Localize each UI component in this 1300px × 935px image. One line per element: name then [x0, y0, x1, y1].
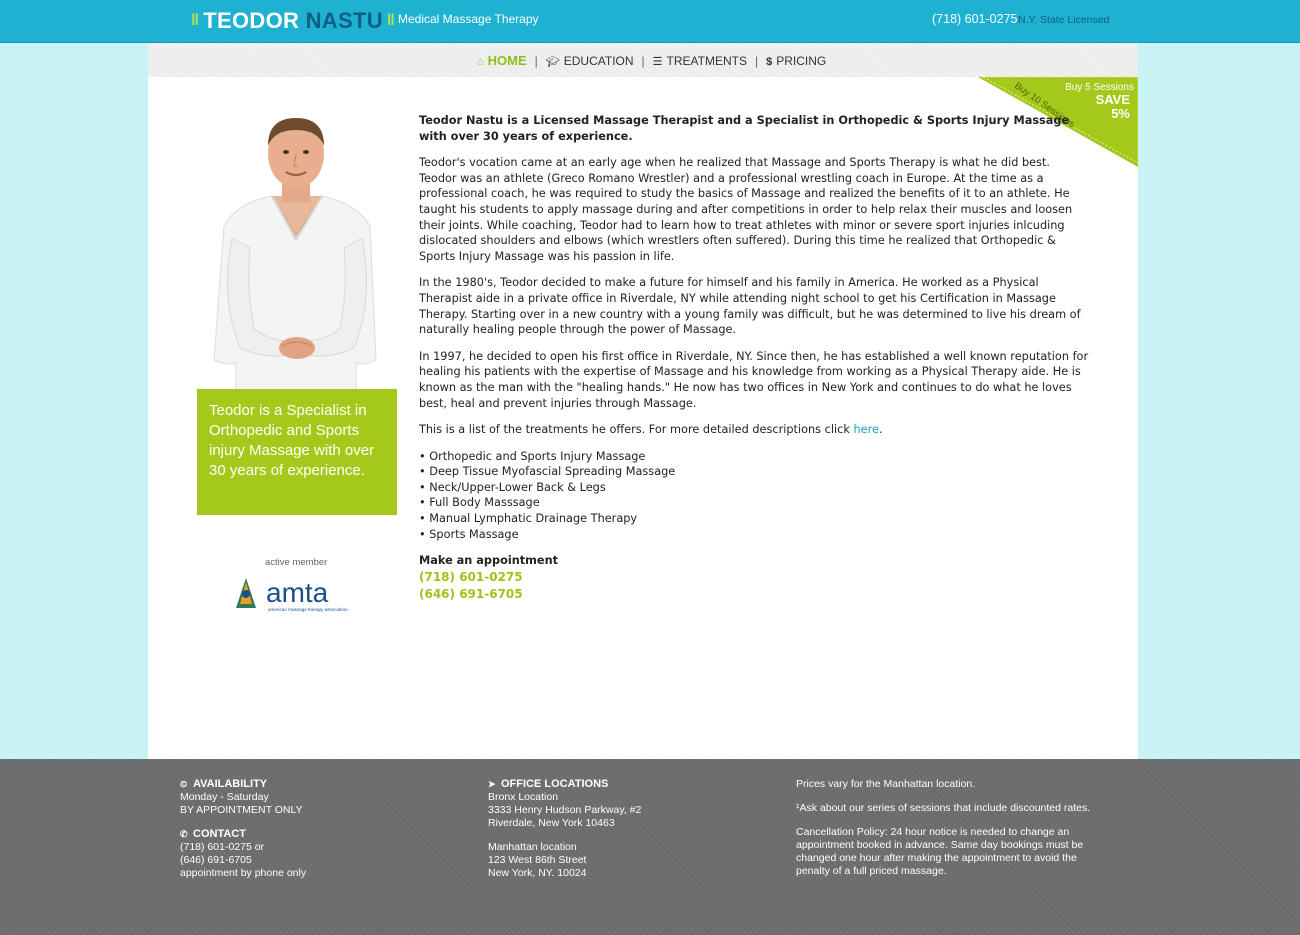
contact-phone-1[interactable]: (718) 601-0275 or [180, 841, 265, 853]
treatment-item: • Neck/Upper-Lower Back & Legs [419, 480, 606, 494]
bio-paragraph: Teodor's vocation came at an early age when he realized that Massage and Sports Therapy is what he did best. Teodor was an athlete (Greco Romano Wrestler) and a professional wrestling coach in Europe. At the time as a professional coach, he was required to study the basics of Massage and realized the benefits of it to an athlete. He taught his students to apply massage during and after competitions in order to help relax their muscles and loosen their joints. While coaching, Teodor had to learn how to treat athletes with minor or severe sport injuries inlcuding dislocated shoulders and elbows (which wrestlers often suffered). During this time he realized that Orthopedic & Sports Injury Massage was his passion in life. [419, 156, 1073, 263]
ribbon-line2: SAVE [1095, 92, 1130, 107]
site-footer [0, 759, 1300, 935]
footer-availability-contact [180, 778, 440, 880]
ribbon-line5: SAVE 10% [1058, 129, 1103, 166]
treatment-item: • Deep Tissue Myofascial Spreading Massage [419, 465, 676, 479]
ribbon-line4: Buy 10 Sessions [1012, 80, 1077, 131]
bio-paragraph: In 1997, he decided to open his first office in Riverdale, NY. Since then, he has established a well known reputation for healing his patients with the expertise of Massage and his knowledge from working as a Physical Therapy aide. He is known as the man with the "healing hands." He now has two offices in New York and continues to do what he loves best, heal and prevent injuries through Massage. [419, 349, 1089, 410]
nav-pricing-label: PRICING [776, 54, 827, 68]
footer-offices [488, 778, 748, 880]
ribbon-line1: Buy 5 Sessions [1065, 82, 1134, 93]
nav-separator: | [754, 54, 759, 68]
clock-icon: ⏲ [180, 779, 188, 789]
amta-wordmark: amta [266, 577, 329, 608]
amta-subtitle: american massage therapy association [268, 607, 348, 612]
home-icon: ⌂ [477, 56, 484, 68]
manhattan-address-2: New York, NY. 10024 [488, 867, 587, 879]
therapist-photo [206, 108, 386, 390]
treatment-item: • Full Body Masssage [419, 496, 540, 510]
appointment-phone-2[interactable]: (646) 691-6705 [419, 586, 523, 601]
main-nav [477, 53, 826, 68]
site-tagline: Medical Massage Therapy [398, 12, 539, 26]
ribbon-line3: 5% [1111, 106, 1130, 121]
treatments-intro [419, 422, 1089, 438]
graduation-cap-icon: 🎓︎ [545, 56, 560, 68]
nav-pricing[interactable] [766, 54, 826, 68]
bronx-address-1: 3333 Henry Hudson Parkway, #2 [488, 804, 642, 816]
nav-home[interactable] [477, 53, 527, 68]
specialist-promo: Teodor is a Specialist in Orthopedic and Sports injury Massage with over 30 years of experience. [197, 389, 397, 515]
contact-phone-2[interactable]: (646) 691-6705 [180, 854, 252, 866]
footer-notes [796, 778, 1096, 878]
appointment-phone-1[interactable]: (718) 601-0275 [419, 569, 523, 584]
logo-first: TEODOR [203, 8, 300, 33]
logo-bars-left-icon: ǁ [191, 12, 200, 29]
nav-education[interactable] [546, 54, 634, 68]
bronx-name: Bronx Location [488, 791, 559, 803]
series-note: ¹Ask about our series of sessions that include discounted rates. [796, 802, 1091, 814]
treatments-list [419, 449, 1089, 543]
bio-paragraph: In the 1980's, Teodor decided to make a future for himself and his family in America. He worked as a Physical Therapist aide in a private office in Riverdale, NY while attending night school to get his Certification in Massage Therapy. Starting over in a new country with a young family was difficult, but he was determined to live his dream of naturally healing people through the power of Massage. [419, 276, 1081, 337]
phone-icon: ✆ [180, 829, 188, 839]
nav-education-label: EDUCATION [563, 54, 634, 68]
treatments-intro-text: This is a list of the treatments he offers. For more detailed descriptions click [419, 423, 854, 437]
nav-bar [148, 43, 1138, 77]
availability-note: BY APPOINTMENT ONLY [180, 804, 303, 816]
contact-note: appointment by phone only [180, 867, 307, 879]
bio-article [419, 113, 1089, 603]
offices-title: OFFICE LOCATIONS [501, 778, 609, 790]
manhattan-name: Manhattan location [488, 841, 577, 853]
offices-heading [488, 778, 748, 791]
site-header [0, 0, 1300, 43]
manhattan-address-1: 123 West 86th Street [488, 854, 587, 866]
contact-title: CONTACT [193, 828, 246, 840]
appointment-title: Make an appointment [419, 554, 559, 568]
bio-lead: Teodor Nastu is a Licensed Massage Therapist and a Specialist in Orthopedic & Sports Injury Massage with over 30 years of experience. [419, 114, 1070, 143]
bronx-address-2: Riverdale, New York 10463 [488, 817, 615, 829]
treatments-intro-end: . [878, 423, 883, 437]
nav-separator: | [641, 54, 645, 68]
nav-separator: | [534, 54, 538, 68]
site-logo[interactable] [187, 8, 399, 34]
header-phone[interactable]: (718) 601-0275 [932, 12, 1018, 26]
contact-heading [180, 828, 440, 841]
amta-logo[interactable] [232, 572, 362, 614]
availability-title: AVAILABILITY [193, 778, 268, 790]
therapist-portrait [206, 108, 386, 390]
location-arrow-icon: ➤ [488, 779, 496, 789]
prices-note: Prices vary for the Manhattan location. [796, 778, 976, 790]
member-label: active member [265, 557, 328, 568]
availability-days: Monday - Saturday [180, 791, 269, 803]
cancellation-policy: Cancellation Policy: 24 hour notice is needed to change an appointment booked in advance. Same day bookings must be changed one hour after making the appointment to avoid the penalty of a full priced massage. [796, 826, 1084, 877]
logo-second: NASTU [305, 8, 383, 33]
dollar-icon: $ [766, 56, 773, 68]
nav-home-label: HOME [487, 53, 527, 68]
treatments-here-link[interactable]: here [853, 423, 879, 437]
treatment-item: • Manual Lymphatic Drainage Therapy [419, 512, 638, 526]
logo-bars-right-icon: ǁ [386, 12, 396, 29]
amta-logo-graphic [232, 572, 362, 614]
treatment-item: • Orthopedic and Sports Injury Massage [419, 449, 646, 463]
nav-treatments-label: TREATMENTS [666, 54, 747, 68]
list-icon: ☰ [652, 56, 663, 68]
treatment-item: • Sports Massage [419, 527, 519, 541]
availability-heading [180, 778, 440, 791]
nav-treatments[interactable] [653, 54, 747, 68]
header-licensed: N.Y. State Licensed [1018, 14, 1110, 26]
